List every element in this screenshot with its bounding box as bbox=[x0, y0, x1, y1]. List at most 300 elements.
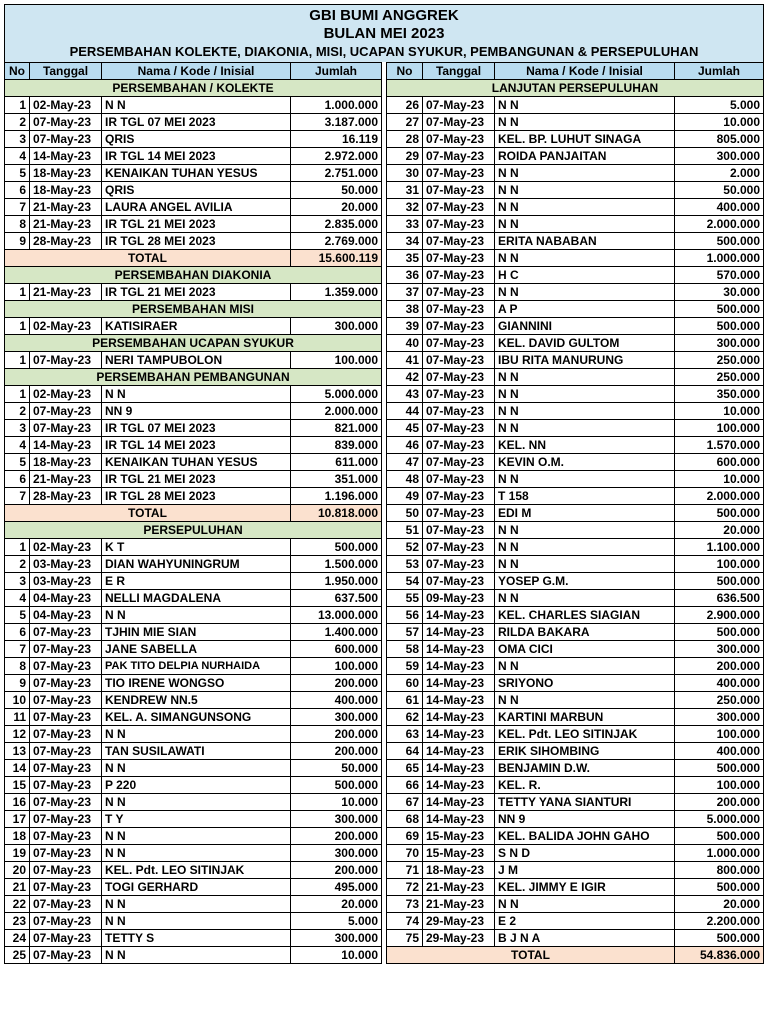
row-date: 14-May-23 bbox=[423, 777, 495, 794]
section-title: LANJUTAN PERSEPULUHAN bbox=[387, 80, 764, 97]
row-number: 62 bbox=[387, 709, 423, 726]
ledger-row bbox=[387, 811, 764, 828]
row-name: NN 9 bbox=[102, 403, 291, 420]
row-amount: 500.000 bbox=[291, 777, 382, 794]
row-name: N N bbox=[495, 658, 675, 675]
ledger-row bbox=[5, 318, 382, 335]
ledger-row bbox=[387, 641, 764, 658]
section-title: PERSEMBAHAN UCAPAN SYUKUR bbox=[5, 335, 382, 352]
row-date: 09-May-23 bbox=[423, 590, 495, 607]
ledger-row bbox=[387, 182, 764, 199]
row-amount: 400.000 bbox=[675, 675, 764, 692]
row-date: 07-May-23 bbox=[30, 845, 102, 862]
ledger-row bbox=[5, 420, 382, 437]
row-number: 64 bbox=[387, 743, 423, 760]
row-date: 07-May-23 bbox=[30, 131, 102, 148]
row-amount: 1.000.000 bbox=[675, 845, 764, 862]
ledger-row bbox=[5, 743, 382, 760]
row-date: 28-May-23 bbox=[30, 488, 102, 505]
row-number: 12 bbox=[5, 726, 30, 743]
ledger-row bbox=[387, 743, 764, 760]
ledger-row bbox=[387, 216, 764, 233]
ledger-row bbox=[387, 709, 764, 726]
ledger-row bbox=[5, 182, 382, 199]
row-date: 21-May-23 bbox=[423, 879, 495, 896]
row-name: RILDA BAKARA bbox=[495, 624, 675, 641]
row-number: 33 bbox=[387, 216, 423, 233]
row-number: 75 bbox=[387, 930, 423, 947]
row-name: ROIDA PANJAITAN bbox=[495, 148, 675, 165]
row-name: IBU RITA MANURUNG bbox=[495, 352, 675, 369]
row-amount: 400.000 bbox=[675, 199, 764, 216]
row-number: 59 bbox=[387, 658, 423, 675]
total-amount: 54.836.000 bbox=[675, 947, 764, 964]
row-amount: 30.000 bbox=[675, 284, 764, 301]
row-number: 51 bbox=[387, 522, 423, 539]
row-number: 25 bbox=[5, 947, 30, 964]
ledger-row bbox=[387, 318, 764, 335]
ledger-row bbox=[387, 556, 764, 573]
row-name: DIAN WAHYUNINGRUM bbox=[102, 556, 291, 573]
row-amount: 637.500 bbox=[291, 590, 382, 607]
row-number: 5 bbox=[5, 165, 30, 182]
row-amount: 500.000 bbox=[675, 233, 764, 250]
section-title: PERSEMBAHAN DIAKONIA bbox=[5, 267, 382, 284]
ledger-row bbox=[387, 862, 764, 879]
row-date: 07-May-23 bbox=[30, 828, 102, 845]
row-name: N N bbox=[495, 539, 675, 556]
row-name: N N bbox=[495, 403, 675, 420]
row-amount: 2.000.000 bbox=[675, 216, 764, 233]
ledger-row bbox=[5, 828, 382, 845]
ledger-row bbox=[387, 437, 764, 454]
ledger-row bbox=[5, 675, 382, 692]
ledger-row bbox=[387, 760, 764, 777]
ledger-row bbox=[387, 148, 764, 165]
row-number: 43 bbox=[387, 386, 423, 403]
row-name: QRIS bbox=[102, 131, 291, 148]
row-date: 07-May-23 bbox=[30, 624, 102, 641]
row-name: N N bbox=[495, 369, 675, 386]
row-date: 07-May-23 bbox=[423, 556, 495, 573]
ledger-row bbox=[5, 811, 382, 828]
row-number: 34 bbox=[387, 233, 423, 250]
row-amount: 100.000 bbox=[291, 658, 382, 675]
row-amount: 500.000 bbox=[675, 760, 764, 777]
row-amount: 500.000 bbox=[675, 318, 764, 335]
row-number: 10 bbox=[5, 692, 30, 709]
row-amount: 600.000 bbox=[675, 454, 764, 471]
row-date: 07-May-23 bbox=[30, 352, 102, 369]
row-amount: 500.000 bbox=[675, 624, 764, 641]
row-name: KEVIN O.M. bbox=[495, 454, 675, 471]
row-date: 07-May-23 bbox=[30, 675, 102, 692]
row-name: N N bbox=[102, 607, 291, 624]
row-number: 35 bbox=[387, 250, 423, 267]
ledger-row bbox=[387, 913, 764, 930]
row-number: 63 bbox=[387, 726, 423, 743]
row-date: 07-May-23 bbox=[30, 862, 102, 879]
total-label: TOTAL bbox=[387, 947, 675, 964]
row-name: NERI TAMPUBOLON bbox=[102, 352, 291, 369]
row-name: N N bbox=[102, 794, 291, 811]
row-name: E R bbox=[102, 573, 291, 590]
row-name: N N bbox=[495, 590, 675, 607]
ledger-row bbox=[5, 437, 382, 454]
row-name: N N bbox=[495, 522, 675, 539]
row-amount: 800.000 bbox=[675, 862, 764, 879]
row-name: KEL. BALIDA JOHN GAHO bbox=[495, 828, 675, 845]
ledger-row bbox=[5, 556, 382, 573]
row-amount: 1.000.000 bbox=[291, 97, 382, 114]
row-number: 71 bbox=[387, 862, 423, 879]
row-name: ERIK SIHOMBING bbox=[495, 743, 675, 760]
ledger-row bbox=[5, 233, 382, 250]
row-name: N N bbox=[102, 896, 291, 913]
ledger-row bbox=[5, 641, 382, 658]
row-amount: 3.187.000 bbox=[291, 114, 382, 131]
row-number: 67 bbox=[387, 794, 423, 811]
row-date: 07-May-23 bbox=[423, 454, 495, 471]
row-amount: 1.500.000 bbox=[291, 556, 382, 573]
total-label: TOTAL bbox=[5, 505, 291, 522]
row-amount: 250.000 bbox=[675, 692, 764, 709]
row-name: KENAIKAN TUHAN YESUS bbox=[102, 454, 291, 471]
row-number: 5 bbox=[5, 454, 30, 471]
row-name: N N bbox=[495, 199, 675, 216]
row-date: 21-May-23 bbox=[30, 216, 102, 233]
row-name: N N bbox=[495, 165, 675, 182]
row-amount: 1.000.000 bbox=[675, 250, 764, 267]
row-date: 07-May-23 bbox=[423, 488, 495, 505]
ledger-row bbox=[5, 930, 382, 947]
row-date: 07-May-23 bbox=[423, 318, 495, 335]
ledger-row bbox=[387, 522, 764, 539]
row-name: T Y bbox=[102, 811, 291, 828]
row-number: 23 bbox=[5, 913, 30, 930]
ledger-row bbox=[5, 352, 382, 369]
row-date: 07-May-23 bbox=[423, 114, 495, 131]
row-number: 6 bbox=[5, 624, 30, 641]
row-date: 14-May-23 bbox=[423, 624, 495, 641]
row-name: N N bbox=[102, 726, 291, 743]
ledger-row bbox=[387, 335, 764, 352]
row-number: 72 bbox=[387, 879, 423, 896]
row-number: 74 bbox=[387, 913, 423, 930]
row-number: 22 bbox=[5, 896, 30, 913]
row-amount: 300.000 bbox=[675, 641, 764, 658]
row-name: TJHIN MIE SIAN bbox=[102, 624, 291, 641]
row-date: 07-May-23 bbox=[423, 335, 495, 352]
row-date: 07-May-23 bbox=[30, 692, 102, 709]
ledger-row bbox=[387, 539, 764, 556]
ledger-row bbox=[5, 284, 382, 301]
ledger-row bbox=[5, 726, 382, 743]
row-date: 07-May-23 bbox=[423, 403, 495, 420]
ledger-row bbox=[5, 488, 382, 505]
row-amount: 2.769.000 bbox=[291, 233, 382, 250]
row-date: 04-May-23 bbox=[30, 607, 102, 624]
row-name: EDI M bbox=[495, 505, 675, 522]
row-amount: 805.000 bbox=[675, 131, 764, 148]
row-name: N N bbox=[495, 896, 675, 913]
row-amount: 10.000 bbox=[675, 403, 764, 420]
row-name: KEL. BP. LUHUT SINAGA bbox=[495, 131, 675, 148]
ledger-row bbox=[387, 845, 764, 862]
row-number: 54 bbox=[387, 573, 423, 590]
row-name: KEL. JIMMY E IGIR bbox=[495, 879, 675, 896]
row-amount: 839.000 bbox=[291, 437, 382, 454]
row-name: N N bbox=[495, 250, 675, 267]
row-date: 18-May-23 bbox=[30, 182, 102, 199]
row-name: IR TGL 21 MEI 2023 bbox=[102, 284, 291, 301]
row-date: 07-May-23 bbox=[423, 369, 495, 386]
row-amount: 250.000 bbox=[675, 369, 764, 386]
row-number: 20 bbox=[5, 862, 30, 879]
ledger-sheet bbox=[4, 4, 764, 964]
row-name: KEL. Pdt. LEO SITINJAK bbox=[495, 726, 675, 743]
ledger-row bbox=[387, 267, 764, 284]
ledger-row bbox=[387, 607, 764, 624]
row-amount: 600.000 bbox=[291, 641, 382, 658]
ledger-row bbox=[5, 777, 382, 794]
row-name: QRIS bbox=[102, 182, 291, 199]
row-amount: 100.000 bbox=[675, 777, 764, 794]
row-name: TAN SUSILAWATI bbox=[102, 743, 291, 760]
row-number: 2 bbox=[5, 403, 30, 420]
row-date: 02-May-23 bbox=[30, 386, 102, 403]
ledger-row bbox=[5, 471, 382, 488]
ledger-row bbox=[387, 199, 764, 216]
row-amount: 300.000 bbox=[291, 811, 382, 828]
col-name-header: Nama / Kode / Inisial bbox=[495, 63, 675, 80]
row-amount: 300.000 bbox=[675, 709, 764, 726]
row-date: 14-May-23 bbox=[423, 641, 495, 658]
row-number: 1 bbox=[5, 386, 30, 403]
row-amount: 10.000 bbox=[675, 471, 764, 488]
row-amount: 2.835.000 bbox=[291, 216, 382, 233]
row-date: 07-May-23 bbox=[30, 760, 102, 777]
row-number: 8 bbox=[5, 216, 30, 233]
row-name: N N bbox=[495, 114, 675, 131]
col-name-header: Nama / Kode / Inisial bbox=[102, 63, 291, 80]
row-number: 49 bbox=[387, 488, 423, 505]
ledger-row bbox=[387, 896, 764, 913]
row-name: NN 9 bbox=[495, 811, 675, 828]
ledger-row bbox=[387, 692, 764, 709]
row-number: 7 bbox=[5, 641, 30, 658]
row-name: IR TGL 21 MEI 2023 bbox=[102, 471, 291, 488]
row-number: 2 bbox=[5, 556, 30, 573]
section-header-row bbox=[387, 80, 764, 97]
ledger-row bbox=[387, 726, 764, 743]
row-name: TOGI GERHARD bbox=[102, 879, 291, 896]
row-number: 6 bbox=[5, 182, 30, 199]
row-amount: 2.200.000 bbox=[675, 913, 764, 930]
row-amount: 5.000.000 bbox=[675, 811, 764, 828]
row-name: N N bbox=[495, 182, 675, 199]
section-header-row bbox=[5, 301, 382, 318]
row-amount: 570.000 bbox=[675, 267, 764, 284]
row-date: 21-May-23 bbox=[423, 896, 495, 913]
row-date: 07-May-23 bbox=[423, 505, 495, 522]
ledger-row bbox=[5, 658, 382, 675]
ledger-row bbox=[387, 233, 764, 250]
ledger-row bbox=[5, 199, 382, 216]
row-number: 44 bbox=[387, 403, 423, 420]
row-name: TETTY YANA SIANTURI bbox=[495, 794, 675, 811]
row-date: 21-May-23 bbox=[30, 199, 102, 216]
row-amount: 20.000 bbox=[291, 896, 382, 913]
offering-categories-title: PERSEMBAHAN KOLEKTE, DIAKONIA, MISI, UCAPAN SYUKUR, PEMBANGUNAN & PERSEPULUHAN bbox=[69, 44, 699, 59]
row-number: 56 bbox=[387, 607, 423, 624]
row-number: 1 bbox=[5, 284, 30, 301]
ledger-row bbox=[5, 114, 382, 131]
row-date: 15-May-23 bbox=[423, 828, 495, 845]
row-date: 02-May-23 bbox=[30, 539, 102, 556]
row-date: 07-May-23 bbox=[30, 794, 102, 811]
row-amount: 300.000 bbox=[291, 845, 382, 862]
row-number: 18 bbox=[5, 828, 30, 845]
row-date: 29-May-23 bbox=[423, 913, 495, 930]
ledger-row bbox=[387, 573, 764, 590]
row-amount: 636.500 bbox=[675, 590, 764, 607]
row-number: 9 bbox=[5, 675, 30, 692]
row-date: 29-May-23 bbox=[423, 930, 495, 947]
row-amount: 10.000 bbox=[291, 947, 382, 964]
ledger-row bbox=[387, 352, 764, 369]
row-name: N N bbox=[102, 386, 291, 403]
row-name: JANE SABELLA bbox=[102, 641, 291, 658]
row-number: 3 bbox=[5, 131, 30, 148]
ledger-row bbox=[5, 454, 382, 471]
row-name: H C bbox=[495, 267, 675, 284]
row-number: 58 bbox=[387, 641, 423, 658]
row-name: E 2 bbox=[495, 913, 675, 930]
row-amount: 1.950.000 bbox=[291, 573, 382, 590]
row-amount: 2.900.000 bbox=[675, 607, 764, 624]
row-amount: 5.000.000 bbox=[291, 386, 382, 403]
row-amount: 350.000 bbox=[675, 386, 764, 403]
period-title: BULAN MEI 2023 bbox=[323, 25, 445, 42]
row-name: ERITA NABABAN bbox=[495, 233, 675, 250]
row-name: P 220 bbox=[102, 777, 291, 794]
row-date: 07-May-23 bbox=[423, 182, 495, 199]
row-name: N N bbox=[495, 386, 675, 403]
row-name: N N bbox=[495, 97, 675, 114]
row-amount: 821.000 bbox=[291, 420, 382, 437]
section-title: PERSEMBAHAN MISI bbox=[5, 301, 382, 318]
row-amount: 20.000 bbox=[291, 199, 382, 216]
row-number: 27 bbox=[387, 114, 423, 131]
row-amount: 300.000 bbox=[291, 318, 382, 335]
ledger-row bbox=[387, 165, 764, 182]
row-amount: 200.000 bbox=[291, 726, 382, 743]
total-amount: 15.600.119 bbox=[291, 250, 382, 267]
row-date: 07-May-23 bbox=[423, 284, 495, 301]
ledger-row bbox=[5, 573, 382, 590]
row-number: 11 bbox=[5, 709, 30, 726]
row-amount: 300.000 bbox=[291, 709, 382, 726]
row-name: N N bbox=[495, 692, 675, 709]
row-number: 42 bbox=[387, 369, 423, 386]
row-name: NELLI MAGDALENA bbox=[102, 590, 291, 607]
row-name: A P bbox=[495, 301, 675, 318]
row-date: 18-May-23 bbox=[30, 454, 102, 471]
row-amount: 10.000 bbox=[291, 794, 382, 811]
row-amount: 100.000 bbox=[291, 352, 382, 369]
row-date: 07-May-23 bbox=[423, 199, 495, 216]
row-name: N N bbox=[495, 420, 675, 437]
row-number: 14 bbox=[5, 760, 30, 777]
ledger-row bbox=[387, 403, 764, 420]
ledger-row bbox=[5, 862, 382, 879]
row-number: 31 bbox=[387, 182, 423, 199]
row-number: 29 bbox=[387, 148, 423, 165]
row-amount: 1.196.000 bbox=[291, 488, 382, 505]
row-number: 1 bbox=[5, 352, 30, 369]
row-amount: 400.000 bbox=[675, 743, 764, 760]
ledger-row bbox=[387, 420, 764, 437]
row-amount: 100.000 bbox=[675, 556, 764, 573]
row-name: S N D bbox=[495, 845, 675, 862]
total-row bbox=[387, 947, 764, 964]
right-ledger-table bbox=[386, 62, 764, 964]
row-date: 07-May-23 bbox=[30, 913, 102, 930]
left-ledger-body bbox=[5, 80, 382, 964]
row-amount: 50.000 bbox=[291, 182, 382, 199]
ledger-row bbox=[387, 675, 764, 692]
total-amount: 10.818.000 bbox=[291, 505, 382, 522]
row-date: 07-May-23 bbox=[30, 114, 102, 131]
row-name: IR TGL 21 MEI 2023 bbox=[102, 216, 291, 233]
row-date: 07-May-23 bbox=[423, 148, 495, 165]
row-number: 3 bbox=[5, 420, 30, 437]
row-amount: 20.000 bbox=[675, 896, 764, 913]
row-date: 07-May-23 bbox=[30, 709, 102, 726]
row-name: KEL. A. SIMANGUNSONG bbox=[102, 709, 291, 726]
row-date: 07-May-23 bbox=[30, 947, 102, 964]
ledger-row bbox=[387, 471, 764, 488]
row-number: 21 bbox=[5, 879, 30, 896]
ledger-row bbox=[5, 216, 382, 233]
row-amount: 1.100.000 bbox=[675, 539, 764, 556]
row-amount: 300.000 bbox=[675, 148, 764, 165]
row-amount: 611.000 bbox=[291, 454, 382, 471]
row-number: 55 bbox=[387, 590, 423, 607]
row-name: J M bbox=[495, 862, 675, 879]
col-no-header: No bbox=[387, 63, 423, 80]
row-date: 14-May-23 bbox=[423, 811, 495, 828]
row-date: 07-May-23 bbox=[30, 641, 102, 658]
right-column-headers bbox=[387, 63, 764, 80]
row-date: 14-May-23 bbox=[423, 658, 495, 675]
row-name: IR TGL 07 MEI 2023 bbox=[102, 114, 291, 131]
row-name: KEL. DAVID GULTOM bbox=[495, 335, 675, 352]
row-date: 02-May-23 bbox=[30, 97, 102, 114]
col-date-header: Tanggal bbox=[423, 63, 495, 80]
ledger-row bbox=[387, 505, 764, 522]
ledger-row bbox=[387, 284, 764, 301]
row-date: 07-May-23 bbox=[423, 267, 495, 284]
row-date: 07-May-23 bbox=[30, 777, 102, 794]
ledger-row bbox=[5, 692, 382, 709]
ledger-row bbox=[387, 930, 764, 947]
row-number: 5 bbox=[5, 607, 30, 624]
left-column-headers bbox=[5, 63, 382, 80]
row-date: 14-May-23 bbox=[423, 692, 495, 709]
row-date: 07-May-23 bbox=[30, 879, 102, 896]
